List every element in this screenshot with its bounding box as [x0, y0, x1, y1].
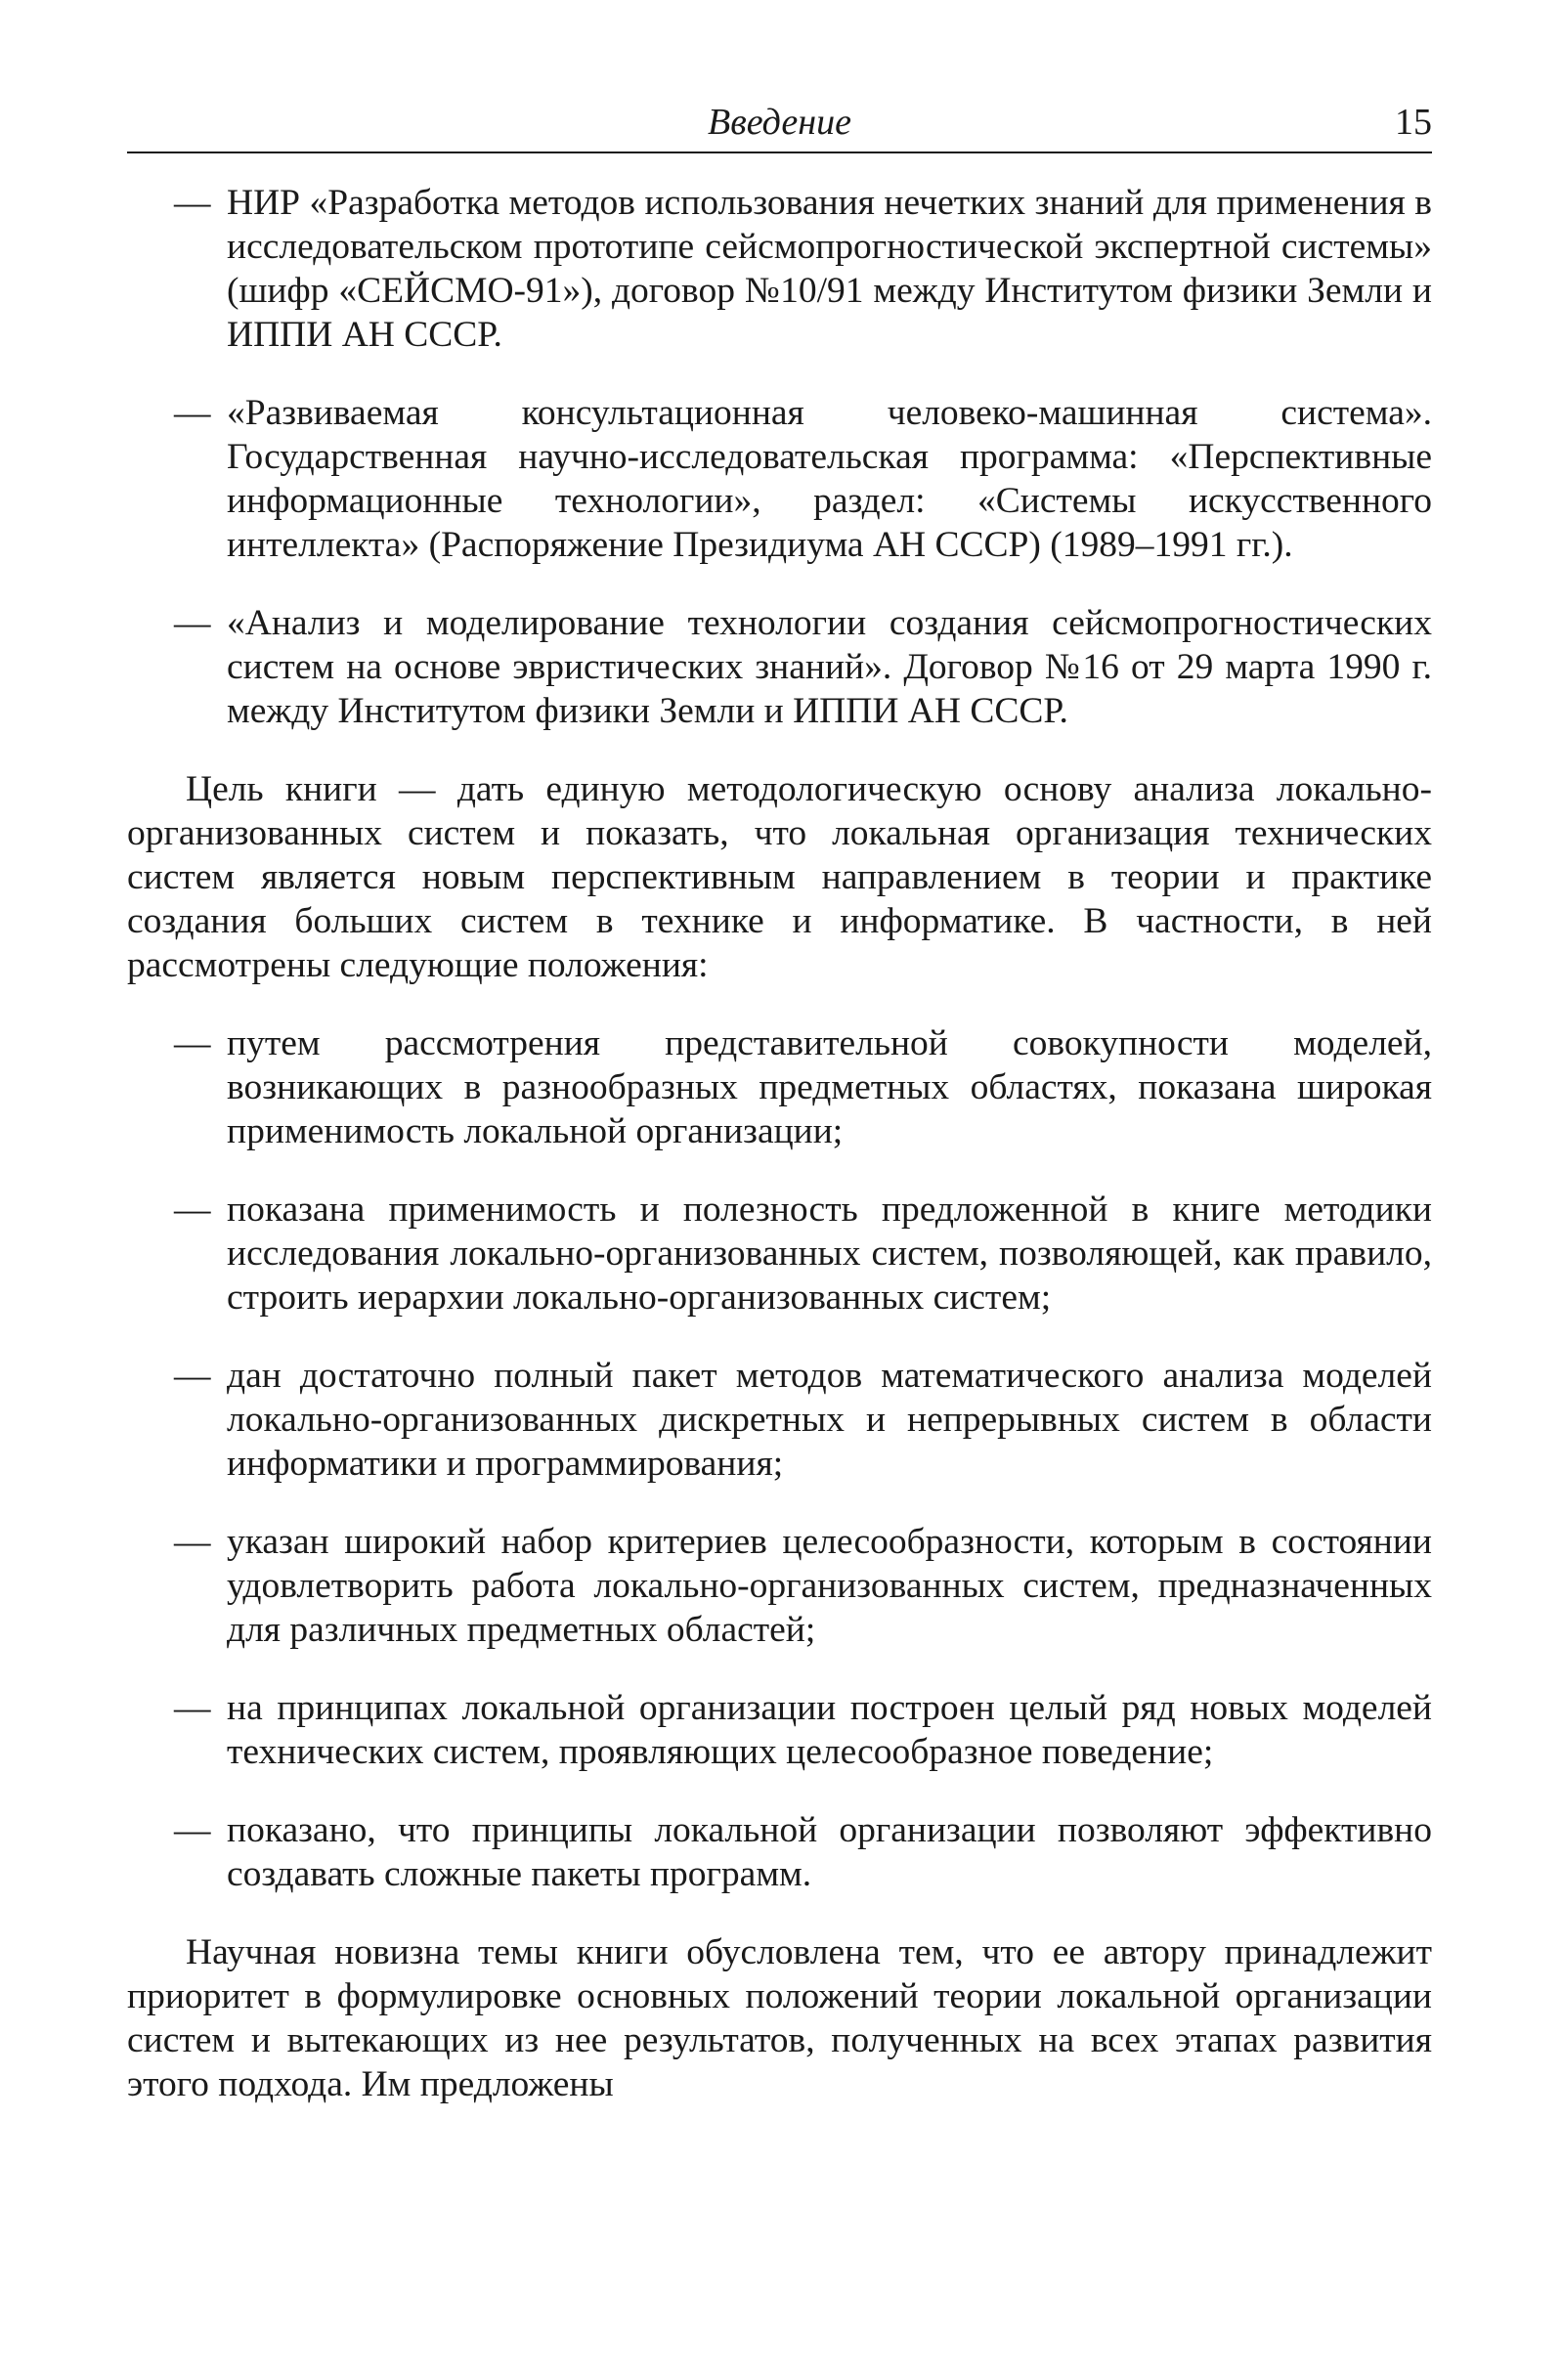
list-item	[127, 1354, 1432, 1486]
provisions-list	[127, 1021, 1432, 1896]
dash-marker: —	[174, 1810, 211, 1850]
running-head	[127, 93, 1432, 153]
novelty-paragraph: Научная новизна темы книги обусловлена тем, что ее автору принадлежит приоритет в формулировке основных положений теории локальной организации систем и вытекающих из нее результатов, полученных на всех этапах развития этого подхода. Им предложены	[127, 1932, 1432, 2104]
list-item-text: дан достаточно полный пакет методов математического анализа моделей локально-организованных дискретных и непрерывных систем в области информатики и программирования;	[227, 1356, 1432, 1484]
dash-marker: —	[174, 603, 211, 643]
dash-marker: —	[174, 1522, 211, 1562]
chapter-title: Введение	[708, 102, 851, 143]
page-number: 15	[1395, 102, 1432, 143]
list-item-text: «Развиваемая консультационная человеко-машинная система». Государственная научно-исследовательская программа: «Перспективные информационные технологии», раздел: «Системы искусственного интеллекта» (Распоряжение Президиума АН СССР) (1989–1991 гг.).	[227, 393, 1432, 565]
dash-marker: —	[174, 1356, 211, 1396]
list-item	[127, 391, 1432, 567]
list-item	[127, 1686, 1432, 1774]
list-item	[127, 601, 1432, 733]
list-item	[127, 1188, 1432, 1320]
projects-list	[127, 181, 1432, 733]
list-item	[127, 1808, 1432, 1896]
dash-marker: —	[174, 1190, 211, 1230]
list-item-text: показано, что принципы локальной организации позволяют эффективно создавать сложные пакеты программ.	[227, 1810, 1432, 1894]
dash-marker: —	[174, 183, 211, 223]
list-item-text: «Анализ и моделирование технологии создания сейсмопрогностических систем на основе эвристических знаний». Договор №16 от 29 марта 1990 г. между Институтом физики Земли и ИППИ АН СССР.	[227, 603, 1432, 731]
dash-marker: —	[174, 1688, 211, 1728]
list-item-text: показана применимость и полезность предложенной в книге методики исследования локально-организованных систем, позволяющей, как правило, строить иерархии локально-организованных систем;	[227, 1190, 1432, 1318]
list-item-text: НИР «Разработка методов использования нечетких знаний для применения в исследовательском прототипе сейсмопрогностической экспертной системы» (шифр «СЕЙСМО-91»), договор №10/91 между Институтом физики Земли и ИППИ АН СССР.	[227, 183, 1432, 355]
book-page	[127, 93, 1432, 2141]
list-item-text: на принципах локальной организации построен целый ряд новых моделей технических систем, проявляющих целесообразное поведение;	[227, 1688, 1432, 1772]
goal-paragraph: Цель книги — дать единую методологическую основу анализа локально-организованных систем и показать, что локальная организация технических систем является новым перспективным направлением в теории и практике создания больших систем в технике и информатике. В частности, в ней рассмотрены следующие положения:	[127, 769, 1432, 985]
list-item-text: путем рассмотрения представительной совокупности моделей, возникающих в разнообразных предметных областях, показана широкая применимость локальной организации;	[227, 1023, 1432, 1151]
dash-marker: —	[174, 1023, 211, 1063]
list-item	[127, 1021, 1432, 1153]
dash-marker: —	[174, 393, 211, 433]
body-text	[127, 181, 1432, 2106]
list-item-text: указан широкий набор критериев целесообразности, которым в состоянии удовлетворить работа локально-организованных систем, предназначенных для различных предметных областей;	[227, 1522, 1432, 1650]
list-item	[127, 1520, 1432, 1652]
list-item	[127, 181, 1432, 357]
